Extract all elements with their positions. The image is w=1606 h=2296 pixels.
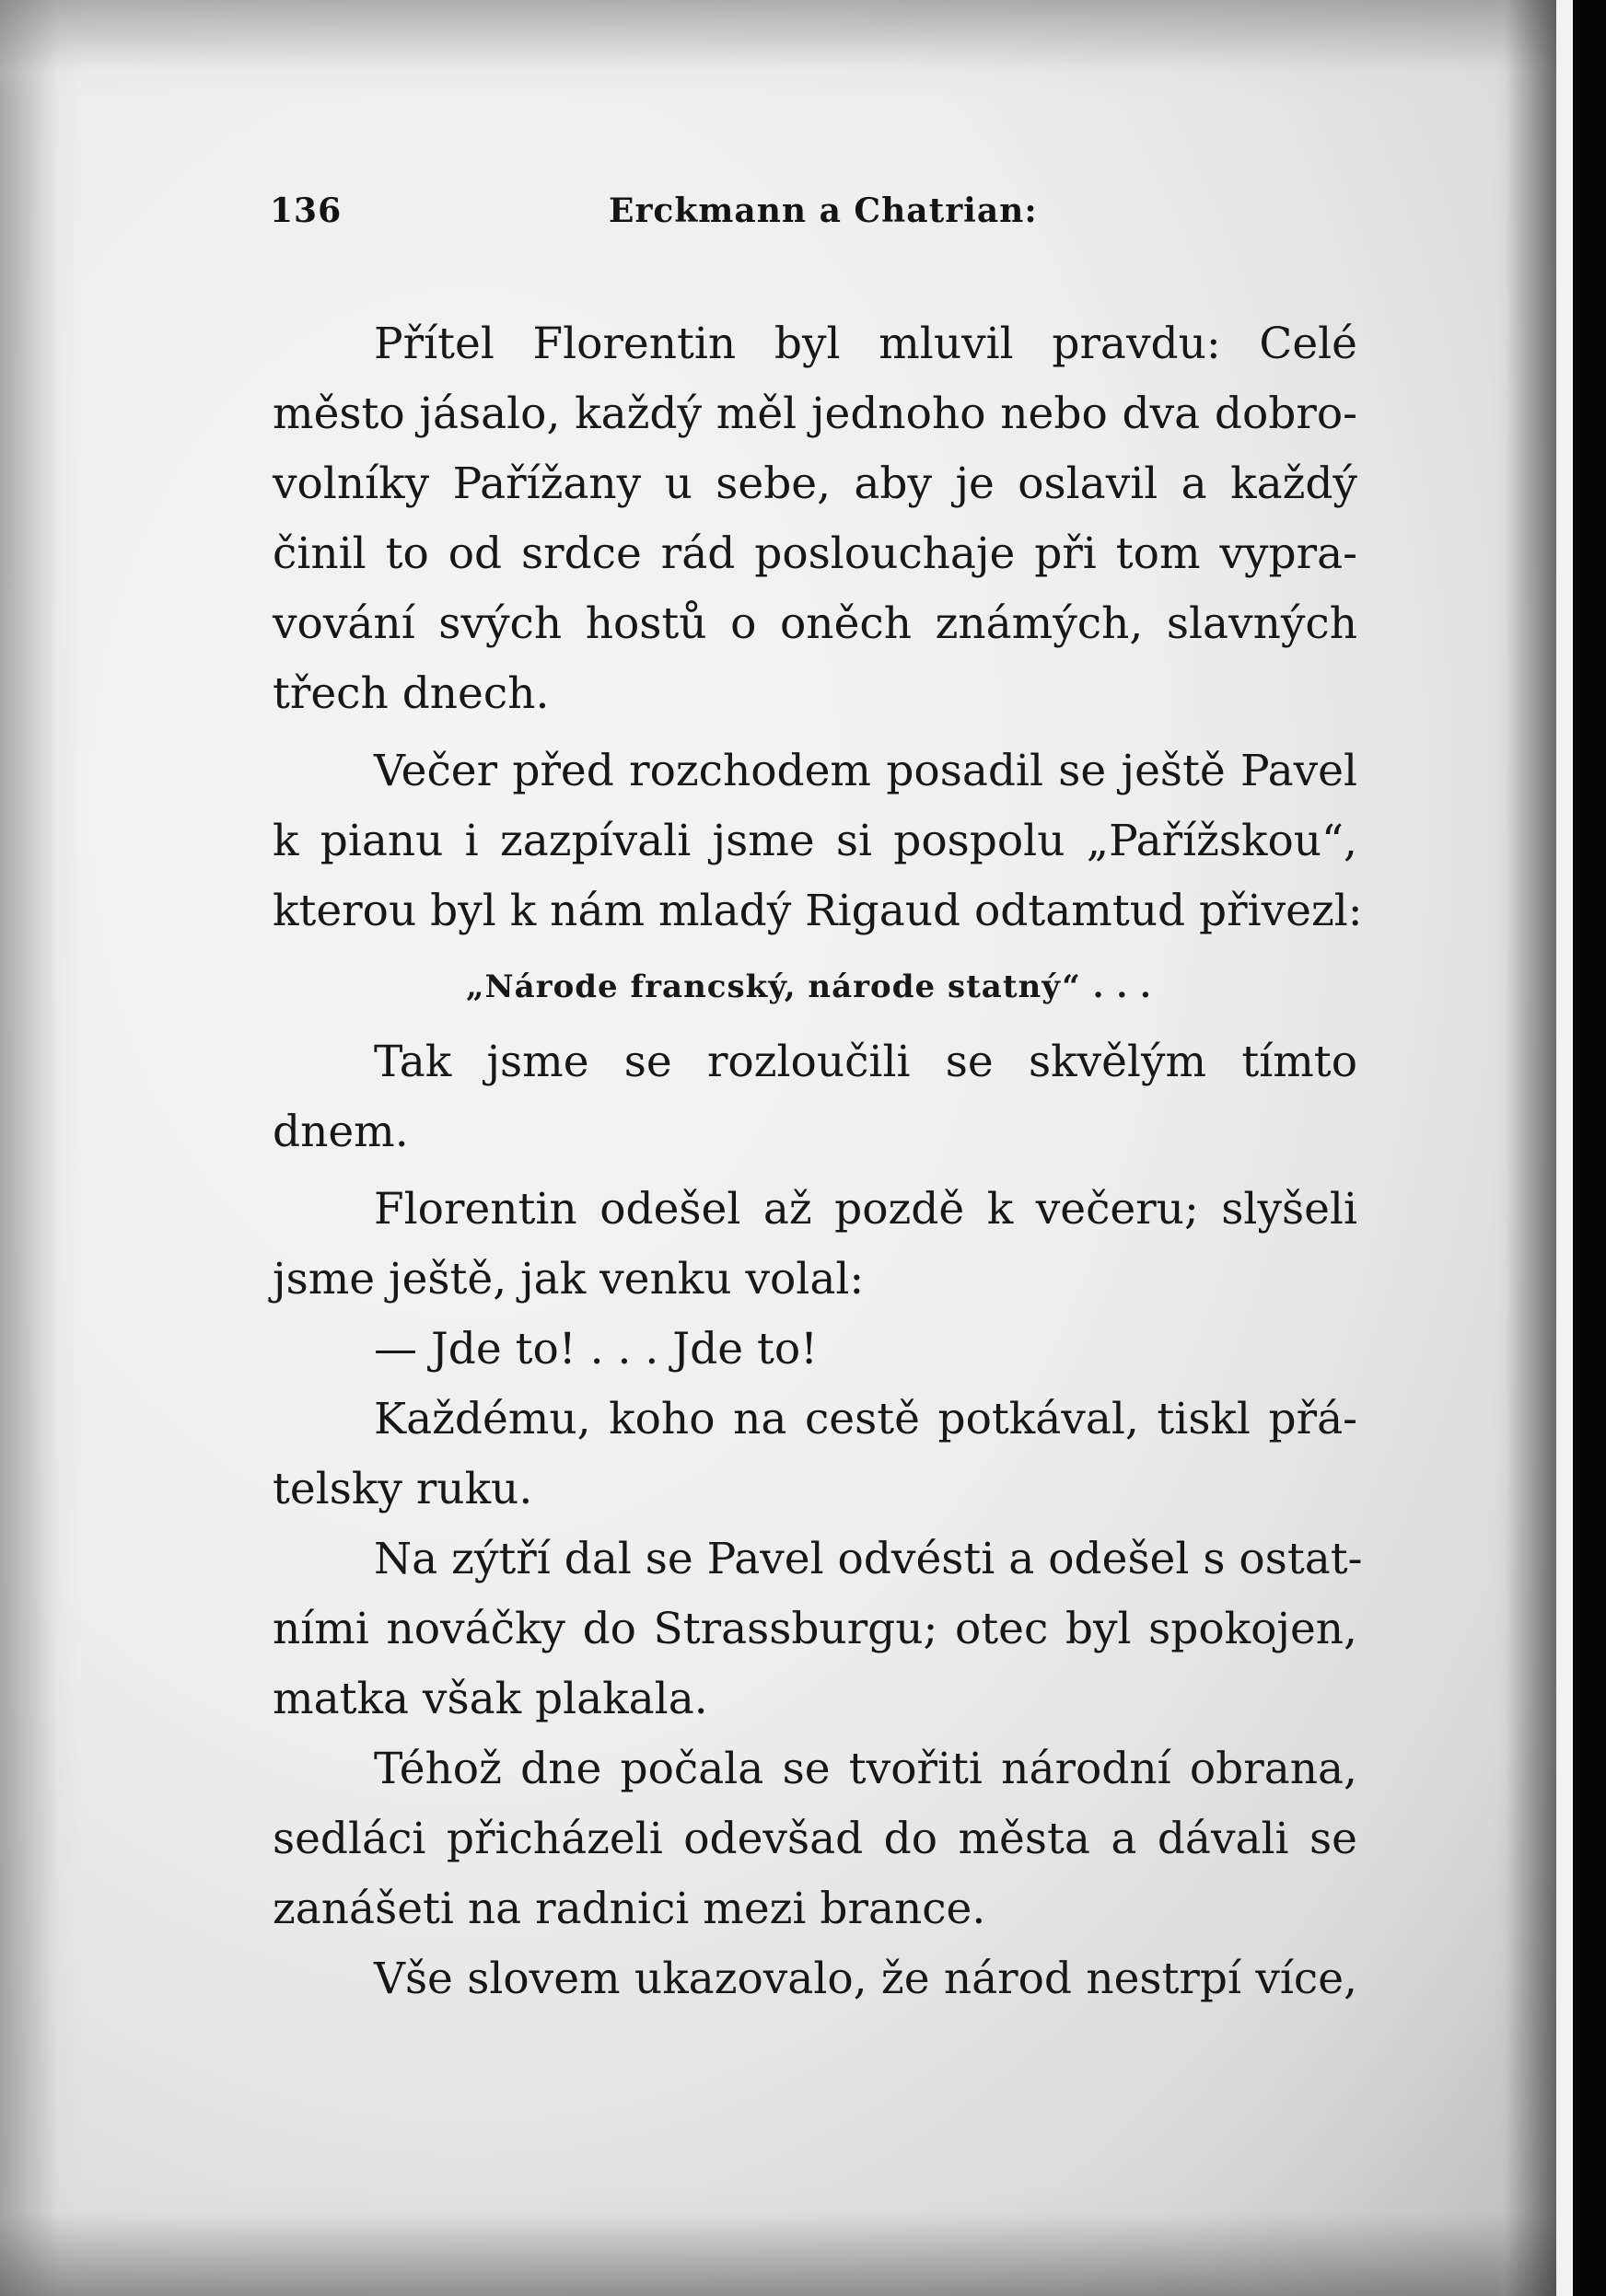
text-line: ními nováčky do Strassburgu; otec byl spokojen, [273,1604,1357,1654]
text-line: dnem. [273,1107,409,1157]
text-line: Přítel Florentin byl mluvil pravdu: Celé [374,319,1357,369]
text-line: Vše slovem ukazovalo, že národ nestrpí více, [374,1954,1357,2004]
text-line: matka však plakala. [273,1674,708,1724]
facing-page-edge [1556,0,1573,2296]
body-text [273,309,1363,2014]
page-header [270,191,1038,238]
text-line: vování svých hostů o oněch známých, slavných [273,598,1357,649]
text-line: město jásalo, každý měl jednoho nebo dva dobro- [273,388,1357,439]
scan-shadow-bottom [0,2186,1556,2296]
text-line: zanášeti na radnici mezi brance. [273,1884,986,1934]
text-line: Večer před rozchodem posadil se ještě Pavel [374,746,1357,796]
page-number: 136 [270,191,343,230]
text-line: telsky ruku. [273,1464,533,1514]
scan-shadow-left [0,0,83,2296]
text-line: Tak jsme se rozloučili se skvělým tímto [374,1037,1357,1087]
text-line: Téhož dne počala se tvořiti národní obrana, [374,1744,1357,1794]
text-line: činil to od srdce rád poslouchaje při tom vypra- [273,528,1357,579]
text-line: sedláci přicházeli odevšad do města a dávali se [273,1814,1357,1864]
scan-border [1573,0,1606,2296]
text-line: Florentin odešel až pozdě k večeru; slyšeli [374,1184,1357,1235]
text-line: Na zýtří dal se Pavel odvésti a odešel s ostat- [374,1534,1363,1584]
text-line: k pianu i zazpívali jsme si pospolu „Pařížskou“, [273,816,1357,866]
running-head: Erckmann a Chatrian: [609,191,1038,230]
text-line: — Jde to! . . . Jde to! [374,1324,819,1374]
text-line: třech dnech. [273,668,550,719]
scan-shadow-top [0,0,1556,101]
song-verse: „Národe francský, národe statný“ . . . [466,968,1152,1005]
scan-shadow-right [1492,0,1556,2296]
text-line: jsme ještě, jak venku volal: [273,1254,865,1305]
text-line: Každému, koho na cestě potkával, tiskl přá- [374,1394,1357,1444]
text-line: volníky Pařížany u sebe, aby je oslavil a každý [273,458,1357,509]
text-line: kterou byl k nám mladý Rigaud odtamtud přivezl: [273,886,1363,936]
